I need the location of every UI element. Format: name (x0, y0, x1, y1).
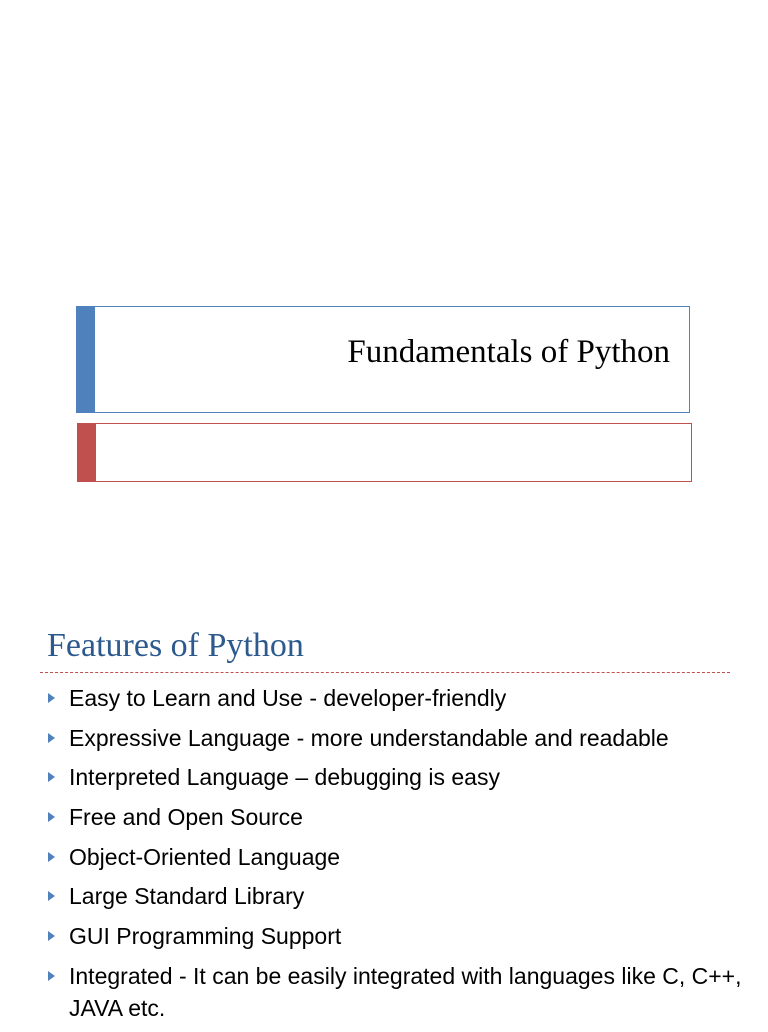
slide-title: Fundamentals of Python (347, 334, 670, 370)
triangle-right-icon (48, 852, 55, 862)
list-item (46, 722, 746, 754)
list-item-text: Expressive Language - more understandable and readable (69, 724, 669, 751)
list-item-text: Integrated - It can be easily integrated with languages like C, C++, JAVA etc. (69, 962, 742, 1021)
list-item (46, 761, 746, 793)
list-item-text: Large Standard Library (69, 883, 305, 910)
list-item-text: GUI Programming Support (69, 923, 342, 950)
heading-divider (40, 672, 730, 673)
triangle-right-icon (48, 693, 55, 703)
subtitle-box (77, 423, 692, 482)
slide-heading: Features of Python (47, 627, 304, 664)
triangle-right-icon (48, 971, 55, 981)
list-item (46, 682, 746, 714)
triangle-right-icon (48, 891, 55, 901)
list-item-text: Object-Oriented Language (69, 843, 341, 870)
list-item (46, 841, 746, 873)
list-item (46, 960, 746, 1024)
subtitle-accent-bar (77, 423, 96, 482)
title-accent-bar (76, 306, 95, 413)
list-item (46, 880, 746, 912)
list-item-text: Interpreted Language – debugging is easy (69, 764, 500, 791)
triangle-right-icon (48, 733, 55, 743)
list-item-text: Free and Open Source (69, 804, 303, 831)
triangle-right-icon (48, 772, 55, 782)
feature-list (46, 682, 746, 1032)
features-slide (0, 576, 768, 1024)
list-item (46, 801, 746, 833)
list-item (46, 920, 746, 952)
title-box (76, 306, 690, 413)
triangle-right-icon (48, 812, 55, 822)
list-item-text: Easy to Learn and Use - developer-friendly (69, 685, 507, 711)
triangle-right-icon (48, 931, 55, 941)
